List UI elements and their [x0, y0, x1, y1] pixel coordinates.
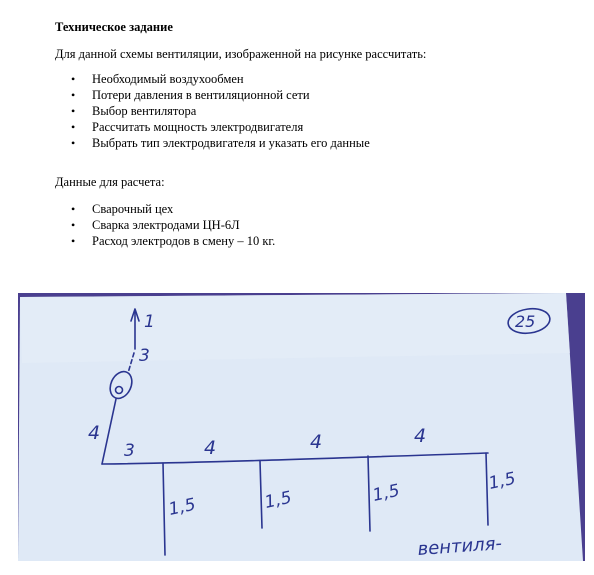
task-text: Рассчитать мощность электродвигателя [92, 120, 304, 134]
label-branch-1: 1,5 [166, 494, 198, 520]
list-item [55, 71, 575, 87]
label-main-2: 4 [204, 437, 217, 459]
bullet-icon: • [71, 136, 76, 150]
bullet-icon: • [71, 88, 76, 102]
list-item [55, 119, 575, 135]
label-main-first: 3 [124, 441, 135, 461]
variant-number: 25 [515, 312, 536, 331]
list-item [55, 87, 575, 103]
intro-text: Для данной схемы вентиляции, изображенной на рисунке рассчитать: [55, 47, 427, 61]
document-title: Техническое задание [55, 20, 173, 34]
ventilation-scheme-drawing [18, 293, 585, 561]
task-list [55, 71, 575, 151]
list-item [55, 233, 575, 249]
label-branch-3: 1,5 [370, 480, 402, 506]
list-item [55, 103, 575, 119]
bottom-handwriting: вентиля- [416, 533, 503, 560]
data-item-text: Расход электродов в смену – 10 кг. [92, 234, 276, 248]
list-item [55, 201, 575, 217]
label-main-4: 4 [414, 425, 427, 447]
task-text: Потери давления в вентиляционной сети [92, 88, 310, 102]
task-text: Необходимый воздухообмен [92, 72, 244, 86]
task-text: Выбрать тип электродвигателя и указать его данные [92, 136, 370, 150]
data-item-text: Сварка электродами ЦН-6Л [92, 218, 240, 232]
bullet-icon: • [71, 202, 76, 216]
label-outlet: 1 [144, 312, 155, 332]
bullet-icon: • [71, 120, 76, 134]
label-branch-2: 1,5 [262, 487, 294, 513]
bullet-icon: • [71, 72, 76, 86]
ventilation-sketch-photo [18, 293, 585, 561]
data-heading: Данные для расчета: [55, 175, 165, 189]
label-branch-4: 1,5 [486, 468, 518, 494]
label-riser: 4 [88, 422, 101, 444]
bullet-icon: • [71, 104, 76, 118]
document-body [55, 18, 575, 249]
list-item [55, 135, 575, 151]
bullet-icon: • [71, 234, 76, 248]
label-main-3: 4 [310, 431, 323, 453]
bullet-icon: • [71, 218, 76, 232]
task-text: Выбор вентилятора [92, 104, 197, 118]
data-list [55, 201, 575, 249]
label-after-fan: 3 [139, 346, 150, 366]
list-item [55, 217, 575, 233]
data-item-text: Сварочный цех [92, 202, 174, 216]
paper-highlight [20, 293, 570, 363]
